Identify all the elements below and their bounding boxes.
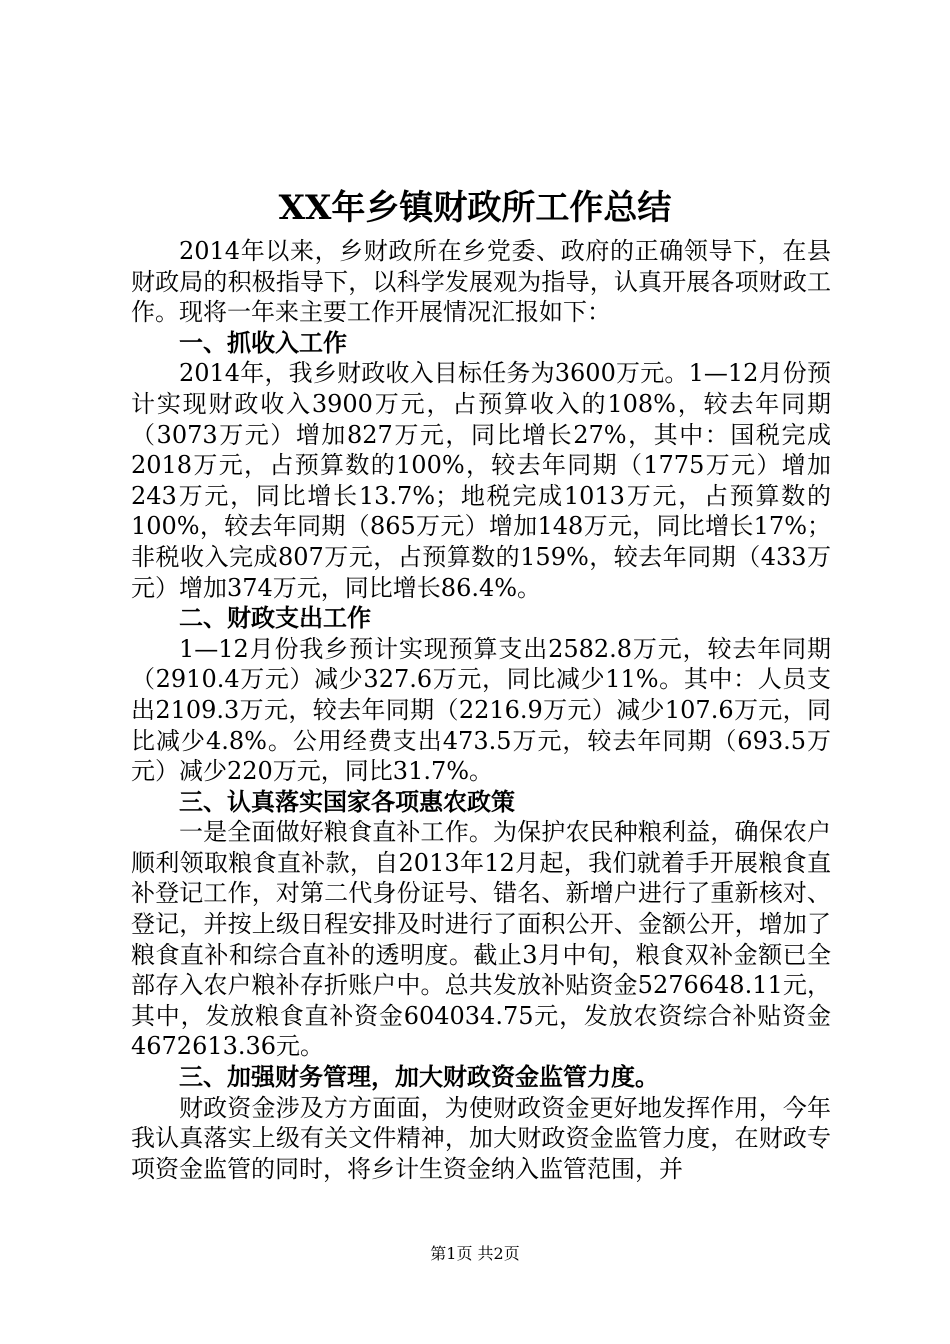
section-paragraph-policy: 一是全面做好粮食直补工作。为保护农民种粮利益，确保农户顺利领取粮食直补款，自2013年12月起，我们就着手开展粮食直补登记工作，对第二代身份证号、错名、新增户进行了重新核对、登记，并按上级日程安排及时进行了面积公开、金额公开，增加了粮食直补和综合直补的透明度。截止3月中旬，粮食双补金额已全部存入农户粮补存折账户中。总共发放补贴资金5276648.11元，其中，发放粮食直补资金604034.75元，发放农资综合补贴资金4672613.36元。	[131, 818, 831, 1061]
document-title: XX年乡镇财政所工作总结	[278, 188, 672, 228]
intro-paragraph: 2014年以来，乡财政所在乡党委、政府的正确领导下，在县财政局的积极指导下，以科学发展观为指导，认真开展各项财政工作。现将一年来主要工作开展情况汇报如下：	[131, 237, 831, 327]
section-heading-income: 一、抓收入工作	[179, 328, 347, 357]
section-heading-policy: 三、认真落实国家各项惠农政策	[179, 787, 515, 816]
section-paragraph-income: 2014年，我乡财政收入目标任务为3600万元。1—12月份预计实现财政收入3900万元，占预算收入的108%，较去年同期（3073万元）增加827万元，同比增长27%，其中：国税完成2018万元，占预算数的100%，较去年同期（1775万元）增加243万元，同比增长13.7%；地税完成1013万元，占预算数的100%，较去年同期（865万元）增加148万元，同比增长17%；非税收入完成807万元，占预算数的159%，较去年同期（433万元）增加374万元，同比增长86.4%。	[131, 359, 831, 602]
document-body	[131, 236, 831, 1184]
section-heading-expenditure: 二、财政支出工作	[179, 604, 371, 633]
section-heading-management: 三、加强财务管理，加大财政资金监管力度。	[179, 1063, 659, 1092]
page-footer: 第1页 共2页	[430, 1244, 520, 1263]
section-paragraph-expenditure: 1—12月份我乡预计实现预算支出2582.8万元，较去年同期（2910.4万元）减少327.6万元，同比减少11%。其中：人员支出2109.3万元，较去年同期（2216.9万元）减少107.6万元，同比减少4.8%。公用经费支出473.5万元，较去年同期（693.5万元）减少220万元，同比31.7%。	[131, 634, 831, 786]
section-paragraph-management: 财政资金涉及方方面面，为使财政资金更好地发挥作用，今年我认真落实上级有关文件精神，加大财政资金监管力度，在财政专项资金监管的同时，将乡计生资金纳入监管范围，并	[131, 1093, 831, 1183]
